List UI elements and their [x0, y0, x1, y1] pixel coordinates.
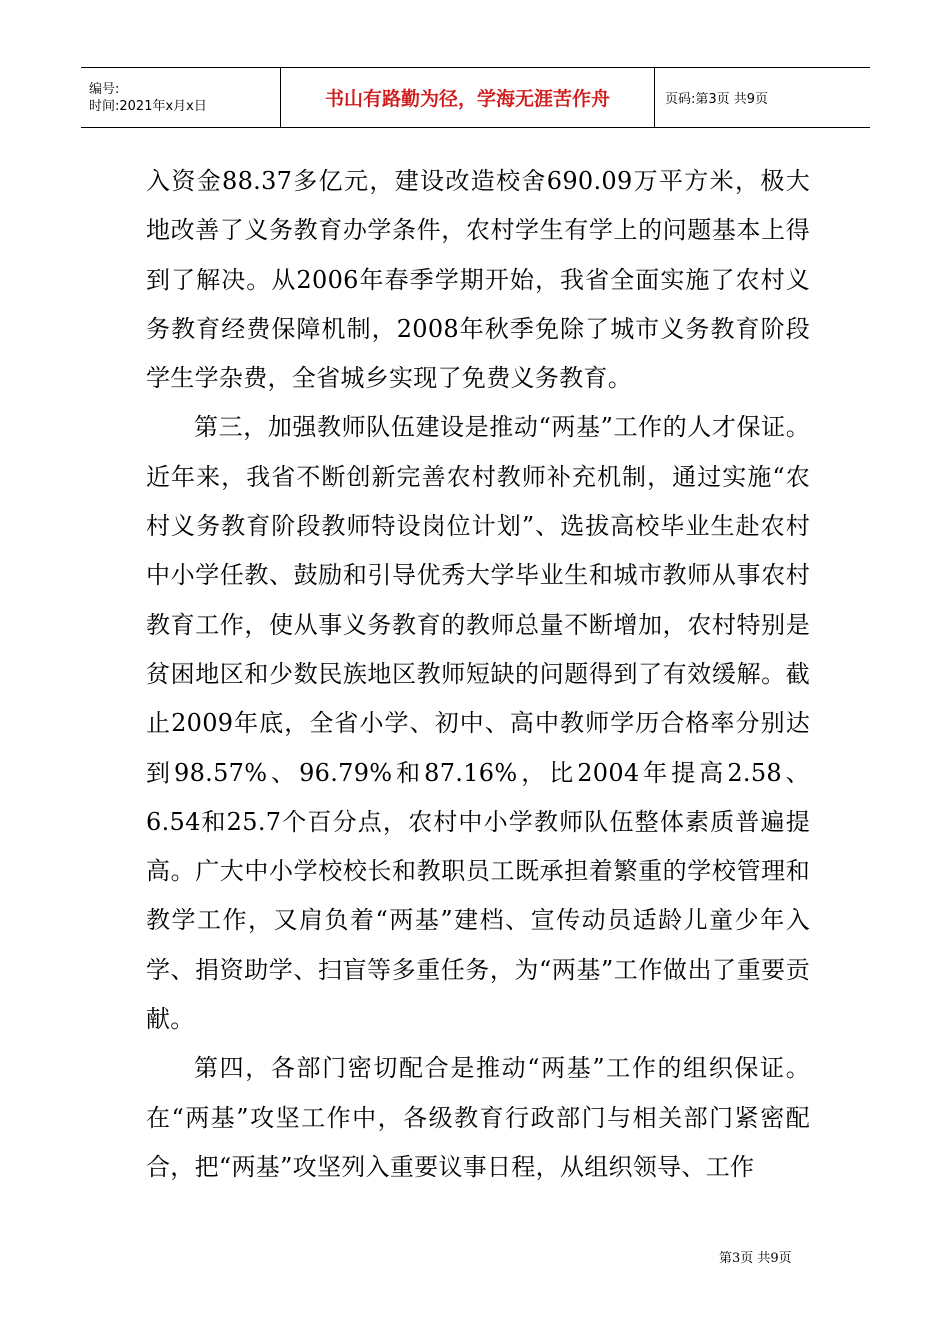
body-paragraph: 第四，各部门密切配合是推动“两基”工作的组织保证。在“两基”攻坚工作中，各级教育行政部门与相关部门紧密配合，把“两基”攻坚列入重要议事日程，从组织领导、工作 [146, 1054, 810, 1181]
header-page-code: 页码:第3页 共9页 [665, 92, 769, 107]
header-motto: 书山有路勤为径，学海无涯苦作舟 [281, 68, 655, 127]
header-meta-cell [81, 68, 281, 127]
document-body [146, 157, 810, 1192]
page-footer: 第3页 共9页 [719, 1251, 792, 1266]
body-paragraph: 入资金88.37多亿元，建设改造校舍690.09万平方米，极大地改善了义务教育办学条件，农村学生有学上的问题基本上得到了解决。从2006年春季学期开始，我省全面实施了农村义务教育经费保障机制，2008年秋季免除了城市义务教育阶段学生学杂费，全省城乡实现了免费义务教育。 [146, 167, 810, 393]
document-number-label: 编号: [89, 81, 120, 97]
document-time-label: 时间:2021年x月x日 [89, 98, 207, 114]
body-paragraph: 第三，加强教师队伍建设是推动“两基”工作的人才保证。近年来，我省不断创新完善农村教师补充机制，通过实施“农村义务教育阶段教师特设岗位计划”、选拔高校毕业生赴农村中小学任教、鼓励和引导优秀大学毕业生和城市教师从事农村教育工作，使从事义务教育的教师总量不断增加，农村特别是贫困地区和少数民族地区教师短缺的问题得到了有效缓解。截止2009年底，全省小学、初中、高中教师学历合格率分别达到98.57%、96.79%和87.16%，比2004年提高2.58、6.54和25.7个百分点，农村中小学教师队伍整体素质普遍提高。广大中小学校校长和教职员工既承担着繁重的学校管理和教学工作，又肩负着“两基”建档、宣传动员适龄儿童少年入学、捐资助学、扫盲等多重任务，为“两基”工作做出了重要贡献。 [146, 413, 810, 1034]
page-header [81, 67, 870, 128]
